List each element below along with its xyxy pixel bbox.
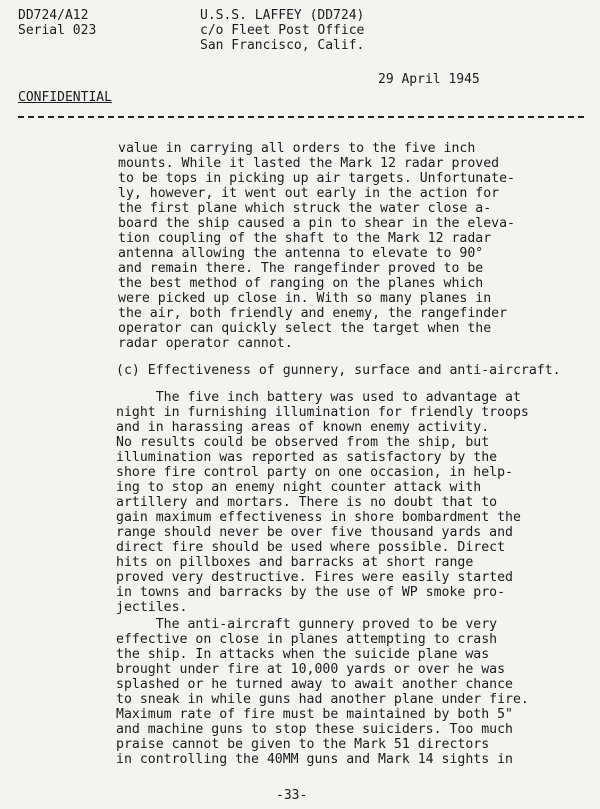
text-line: splashed or he turned away to await another chance bbox=[116, 677, 513, 692]
ref-line: Serial 023 bbox=[18, 23, 97, 38]
text-line: shore fire control party on one occasion, in help- bbox=[116, 465, 513, 480]
text-line: the best method of ranging on the planes which bbox=[118, 276, 484, 291]
text-line: praise cannot be given to the Mark 51 directors bbox=[116, 737, 490, 752]
text-line: The anti-aircraft gunnery proved to be very bbox=[116, 617, 498, 632]
text-line: in towns and barracks by the use of WP smoke pro- bbox=[116, 585, 506, 600]
text-line: and remain there. The rangefinder proved to be bbox=[118, 261, 484, 276]
text-line: to sneak in while guns had another plane under fire. bbox=[116, 692, 529, 707]
text-line: mounts. While it lasted the Mark 12 radar proved bbox=[118, 156, 500, 171]
section-heading-text: (c) Effectiveness of gunnery, surface and anti-aircraft. bbox=[116, 363, 561, 378]
text-line: tion coupling of the shaft to the Mark 12 radar bbox=[118, 231, 492, 246]
address-block bbox=[200, 8, 364, 53]
address-line: c/o Fleet Post Office bbox=[200, 23, 365, 38]
section-heading-c bbox=[116, 363, 561, 378]
text-line: the ship. In attacks when the suicide plane was bbox=[116, 647, 490, 662]
paragraph-radar bbox=[118, 141, 515, 351]
text-line: ly, however, it went out early in the action for bbox=[118, 186, 500, 201]
text-line: and machine guns to stop these suiciders. Too much bbox=[116, 722, 513, 737]
text-line: hits on pillboxes and barracks at short range bbox=[116, 555, 474, 570]
text-line: The five inch battery was used to advantage at bbox=[116, 390, 521, 405]
page-number: -33- bbox=[276, 788, 308, 803]
text-line: illumination was reported as satisfactory by the bbox=[116, 450, 498, 465]
text-line: in controlling the 40MM guns and Mark 14 sights in bbox=[116, 752, 513, 767]
text-line: antenna allowing the antenna to elevate to 90° bbox=[118, 246, 484, 261]
text-line: were picked up close in. With so many planes in bbox=[118, 291, 492, 306]
address-line: San Francisco, Calif. bbox=[200, 38, 365, 53]
text-line: value in carrying all orders to the five inch bbox=[118, 141, 476, 156]
text-line: proved very destructive. Fires were easily started bbox=[116, 570, 513, 585]
text-line: artillery and mortars. There is no doubt that to bbox=[116, 495, 498, 510]
reference-block bbox=[18, 8, 96, 38]
paragraph-anti-aircraft bbox=[116, 617, 529, 767]
text-line: operator can quickly select the target when the bbox=[118, 321, 492, 336]
dashed-divider bbox=[18, 116, 584, 120]
text-line: the air, both friendly and enemy, the rangefinder bbox=[118, 306, 508, 321]
text-line: and in harassing areas of known enemy activity. bbox=[116, 420, 490, 435]
classification-label: CONFIDENTIAL bbox=[18, 90, 112, 105]
text-line: the first plane which struck the water close a- bbox=[118, 201, 492, 216]
ref-line: DD724/A12 bbox=[18, 8, 89, 23]
paragraph-five-inch-battery bbox=[116, 390, 529, 615]
text-line: ing to stop an enemy night counter attack with bbox=[116, 480, 482, 495]
address-line: U.S.S. LAFFEY (DD724) bbox=[200, 8, 365, 23]
text-line: brought under fire at 10,000 yards or over he was bbox=[116, 662, 506, 677]
text-line: night in furnishing illumination for friendly troops bbox=[116, 405, 529, 420]
text-line: gain maximum effectiveness in shore bombardment the bbox=[116, 510, 521, 525]
text-line: range should never be over five thousand yards and bbox=[116, 525, 513, 540]
text-line: jectiles. bbox=[116, 600, 188, 615]
text-line: radar operator cannot. bbox=[118, 336, 293, 351]
text-line: effective on close in planes attempting to crash bbox=[116, 632, 498, 647]
text-line: No results could be observed from the ship, but bbox=[116, 435, 490, 450]
text-line: Maximum rate of fire must be maintained by both 5" bbox=[116, 707, 513, 722]
text-line: to be tops in picking up air targets. Unfortunate- bbox=[118, 171, 515, 186]
document-date: 29 April 1945 bbox=[378, 72, 480, 87]
text-line: direct fire should be used where possible. Direct bbox=[116, 540, 506, 555]
text-line: board the ship caused a pin to shear in the eleva- bbox=[118, 216, 515, 231]
